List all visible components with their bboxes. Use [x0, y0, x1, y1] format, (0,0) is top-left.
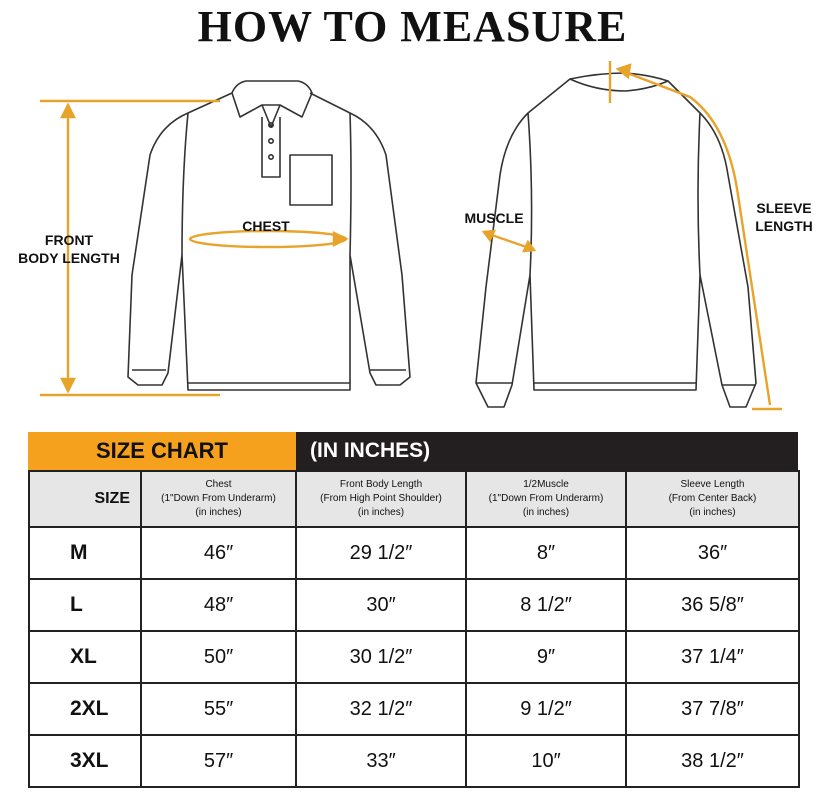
chest-cell: 57″ — [141, 735, 296, 787]
sleeve-cell: 36 5/8″ — [626, 579, 799, 631]
column-header-chest — [141, 471, 296, 527]
size-chart-unit: (IN INCHES) — [296, 432, 798, 470]
front-shirt-drawing — [128, 81, 410, 390]
size-cell: 3XL — [29, 735, 141, 787]
chest-cell: 48″ — [141, 579, 296, 631]
size-cell: XL — [29, 631, 141, 683]
sleeve-label-line1: SLEEVE — [756, 200, 812, 216]
column-header-muscle — [466, 471, 626, 527]
length-header-label: Front Body Length — [339, 479, 423, 490]
muscle-header-sub2: (in inches) — [522, 507, 570, 518]
front-label-line1: FRONT — [44, 232, 94, 248]
sleeve-cell: 37 7/8″ — [626, 683, 799, 735]
muscle-cell: 8″ — [466, 527, 626, 579]
sleeve-header-label: Sleeve Length — [680, 479, 745, 490]
muscle-header-label: 1/2Muscle — [523, 479, 569, 490]
size-table — [28, 470, 800, 788]
chest-header-sub2: (in inches) — [195, 507, 242, 518]
sleeve-header-sub1: (From Center Back) — [668, 493, 757, 504]
sleeve-cell: 38 1/2″ — [626, 735, 799, 787]
measure-diagram — [0, 55, 825, 425]
sleeve-header-sub2: (in inches) — [689, 507, 736, 518]
chest-cell: 50″ — [141, 631, 296, 683]
chest-cell: 46″ — [141, 527, 296, 579]
size-chart — [28, 432, 798, 788]
table-row — [29, 735, 799, 787]
length-header-sub1: (From High Point Shoulder) — [320, 493, 442, 504]
size-cell: 2XL — [29, 683, 141, 735]
front-label-line2: BODY LENGTH — [18, 250, 120, 266]
muscle-cell: 9″ — [466, 631, 626, 683]
length-cell: 29 1/2″ — [296, 527, 466, 579]
table-row — [29, 631, 799, 683]
length-cell: 30″ — [296, 579, 466, 631]
chest-header-sub1: (1"Down From Underarm) — [161, 493, 276, 504]
sleeve-cell: 37 1/4″ — [626, 631, 799, 683]
chest-cell: 55″ — [141, 683, 296, 735]
muscle-header-sub1: (1"Down From Underarm) — [488, 493, 604, 504]
sleeve-length-label — [744, 199, 824, 235]
table-header-row — [29, 471, 799, 527]
size-cell: L — [29, 579, 141, 631]
table-row — [29, 683, 799, 735]
sleeve-label-line2: LENGTH — [755, 218, 813, 234]
page-title: HOW TO MEASURE — [197, 2, 628, 51]
length-cell: 33″ — [296, 735, 466, 787]
length-header-sub2: (in inches) — [357, 507, 405, 518]
table-row — [29, 527, 799, 579]
length-cell: 30 1/2″ — [296, 631, 466, 683]
column-header-size: SIZE — [29, 471, 141, 527]
muscle-label: MUSCLE — [464, 210, 524, 226]
chest-header-label: Chest — [205, 479, 232, 490]
column-header-front-body-length — [296, 471, 466, 527]
muscle-cell: 10″ — [466, 735, 626, 787]
size-chart-header — [28, 432, 798, 470]
column-header-sleeve-length — [626, 471, 799, 527]
sleeve-cell: 36″ — [626, 527, 799, 579]
size-chart-title: SIZE CHART — [28, 432, 296, 470]
length-cell: 32 1/2″ — [296, 683, 466, 735]
table-row — [29, 579, 799, 631]
chest-label: CHEST — [242, 218, 290, 234]
muscle-cell: 9 1/2″ — [466, 683, 626, 735]
front-body-length-label — [4, 231, 134, 267]
size-cell: M — [29, 527, 141, 579]
muscle-cell: 8 1/2″ — [466, 579, 626, 631]
